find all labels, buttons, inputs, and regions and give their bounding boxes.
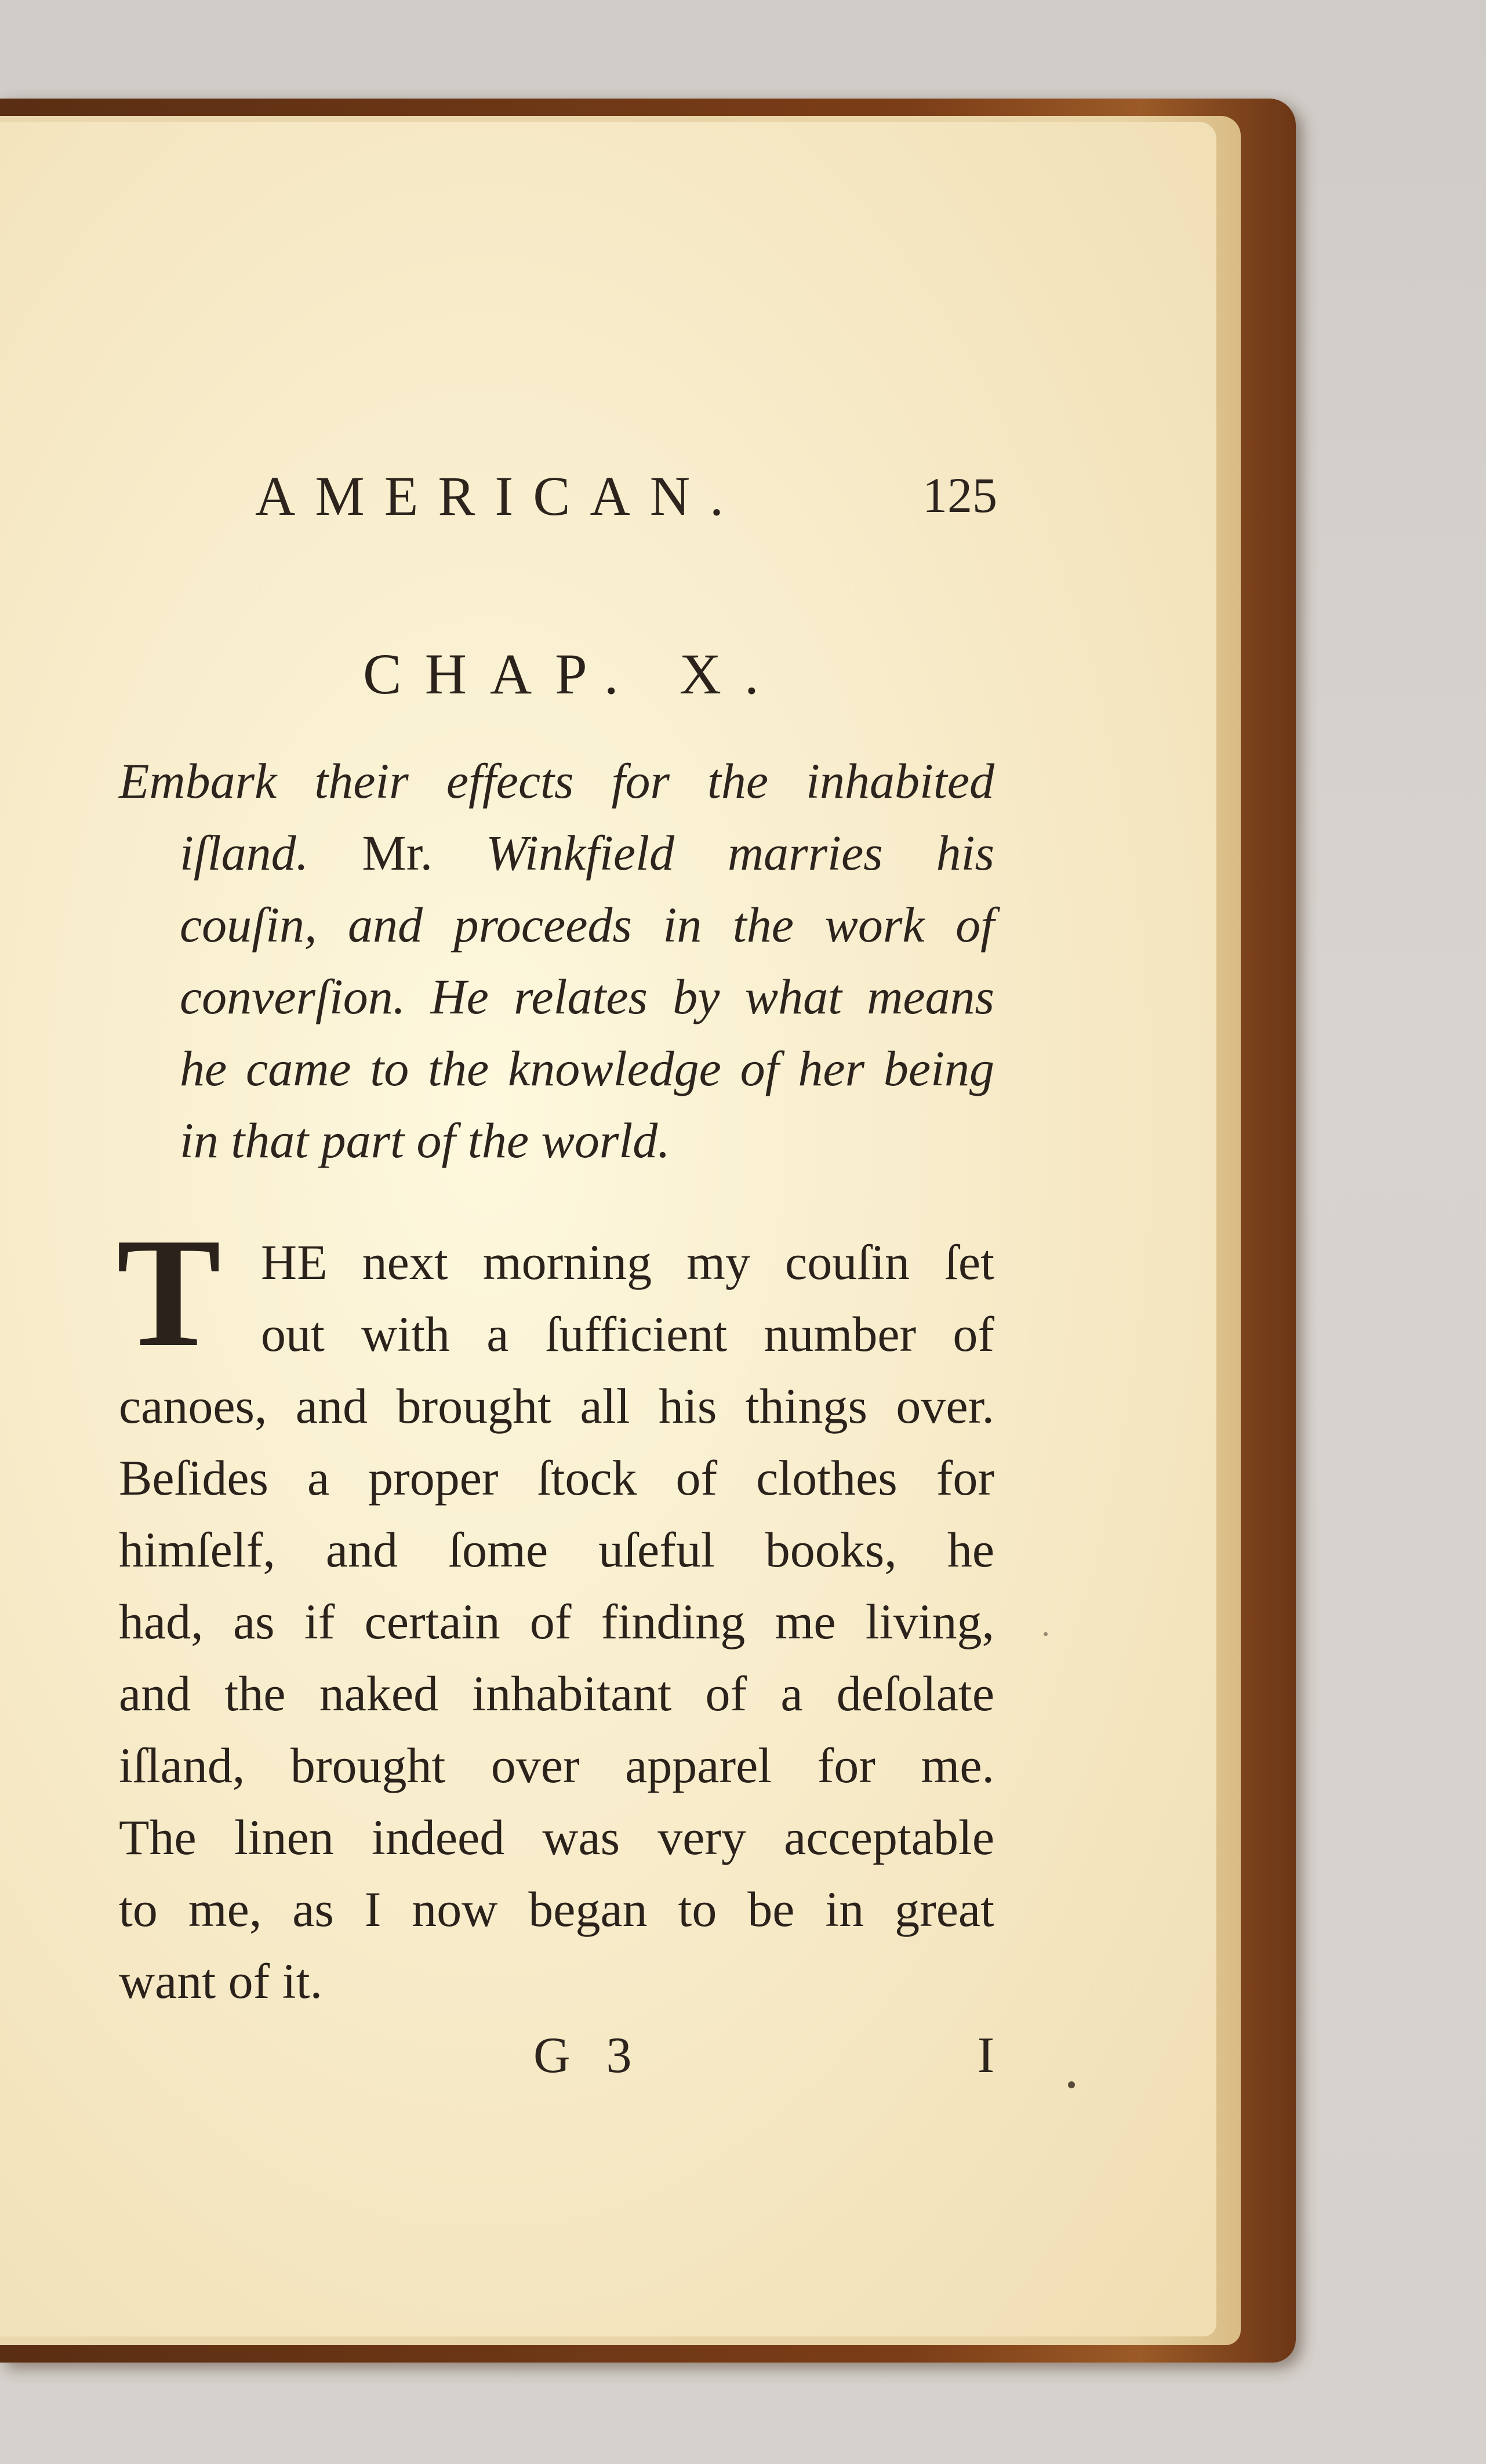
paper-speck (1068, 2081, 1075, 2088)
summary-upright-word: Mr. (362, 825, 433, 881)
summary-line: Embark their effects for the inhabited (119, 753, 994, 809)
signature-mark: G 3 (533, 2027, 644, 2084)
paper-speck (1044, 1632, 1048, 1636)
body-line: canoes, and brought all his things over. (119, 1378, 994, 1434)
book-page (0, 122, 1216, 2336)
body-line: want of it. (119, 1953, 323, 2009)
chapter-summary (119, 745, 994, 1176)
body-text (117, 1206, 994, 2017)
catchword: I (977, 2027, 994, 2084)
page-footer (119, 2026, 994, 2096)
summary-line: couſin, and proceeds in the work of (180, 897, 994, 953)
summary-line: in that part of the world. (180, 1113, 670, 1168)
body-line: and the naked inhabitant of a deſolate (119, 1666, 994, 1721)
body-line: iſland, brought over apparel for me. (119, 1738, 994, 1793)
summary-line: he came to the knowledge of her being (180, 1041, 994, 1096)
body-line: Beſides a proper ſtock of clothes for (119, 1450, 994, 1506)
body-line: had, as if certain of finding me living, (119, 1594, 994, 1649)
body-line: HE next morning my couſin ſet (261, 1234, 994, 1290)
body-line: The linen indeed was very acceptable (119, 1809, 994, 1865)
body-line: out with a ſufficient number of (261, 1306, 994, 1362)
summary-line: iſland. Mr. Winkfield marries his (180, 825, 994, 881)
summary-line: converſion. He relates by what means (180, 969, 994, 1024)
running-head-title: AMERICAN. (255, 465, 744, 527)
page-number: 125 (922, 467, 997, 523)
chapter-heading: CHAP. X. (363, 642, 782, 706)
body-line: himſelf, and ſome uſeful books, he (119, 1522, 994, 1578)
body-line: to me, as I now began to be in great (119, 1881, 994, 1937)
drop-cap: T (117, 1206, 221, 1379)
running-head (255, 464, 997, 545)
